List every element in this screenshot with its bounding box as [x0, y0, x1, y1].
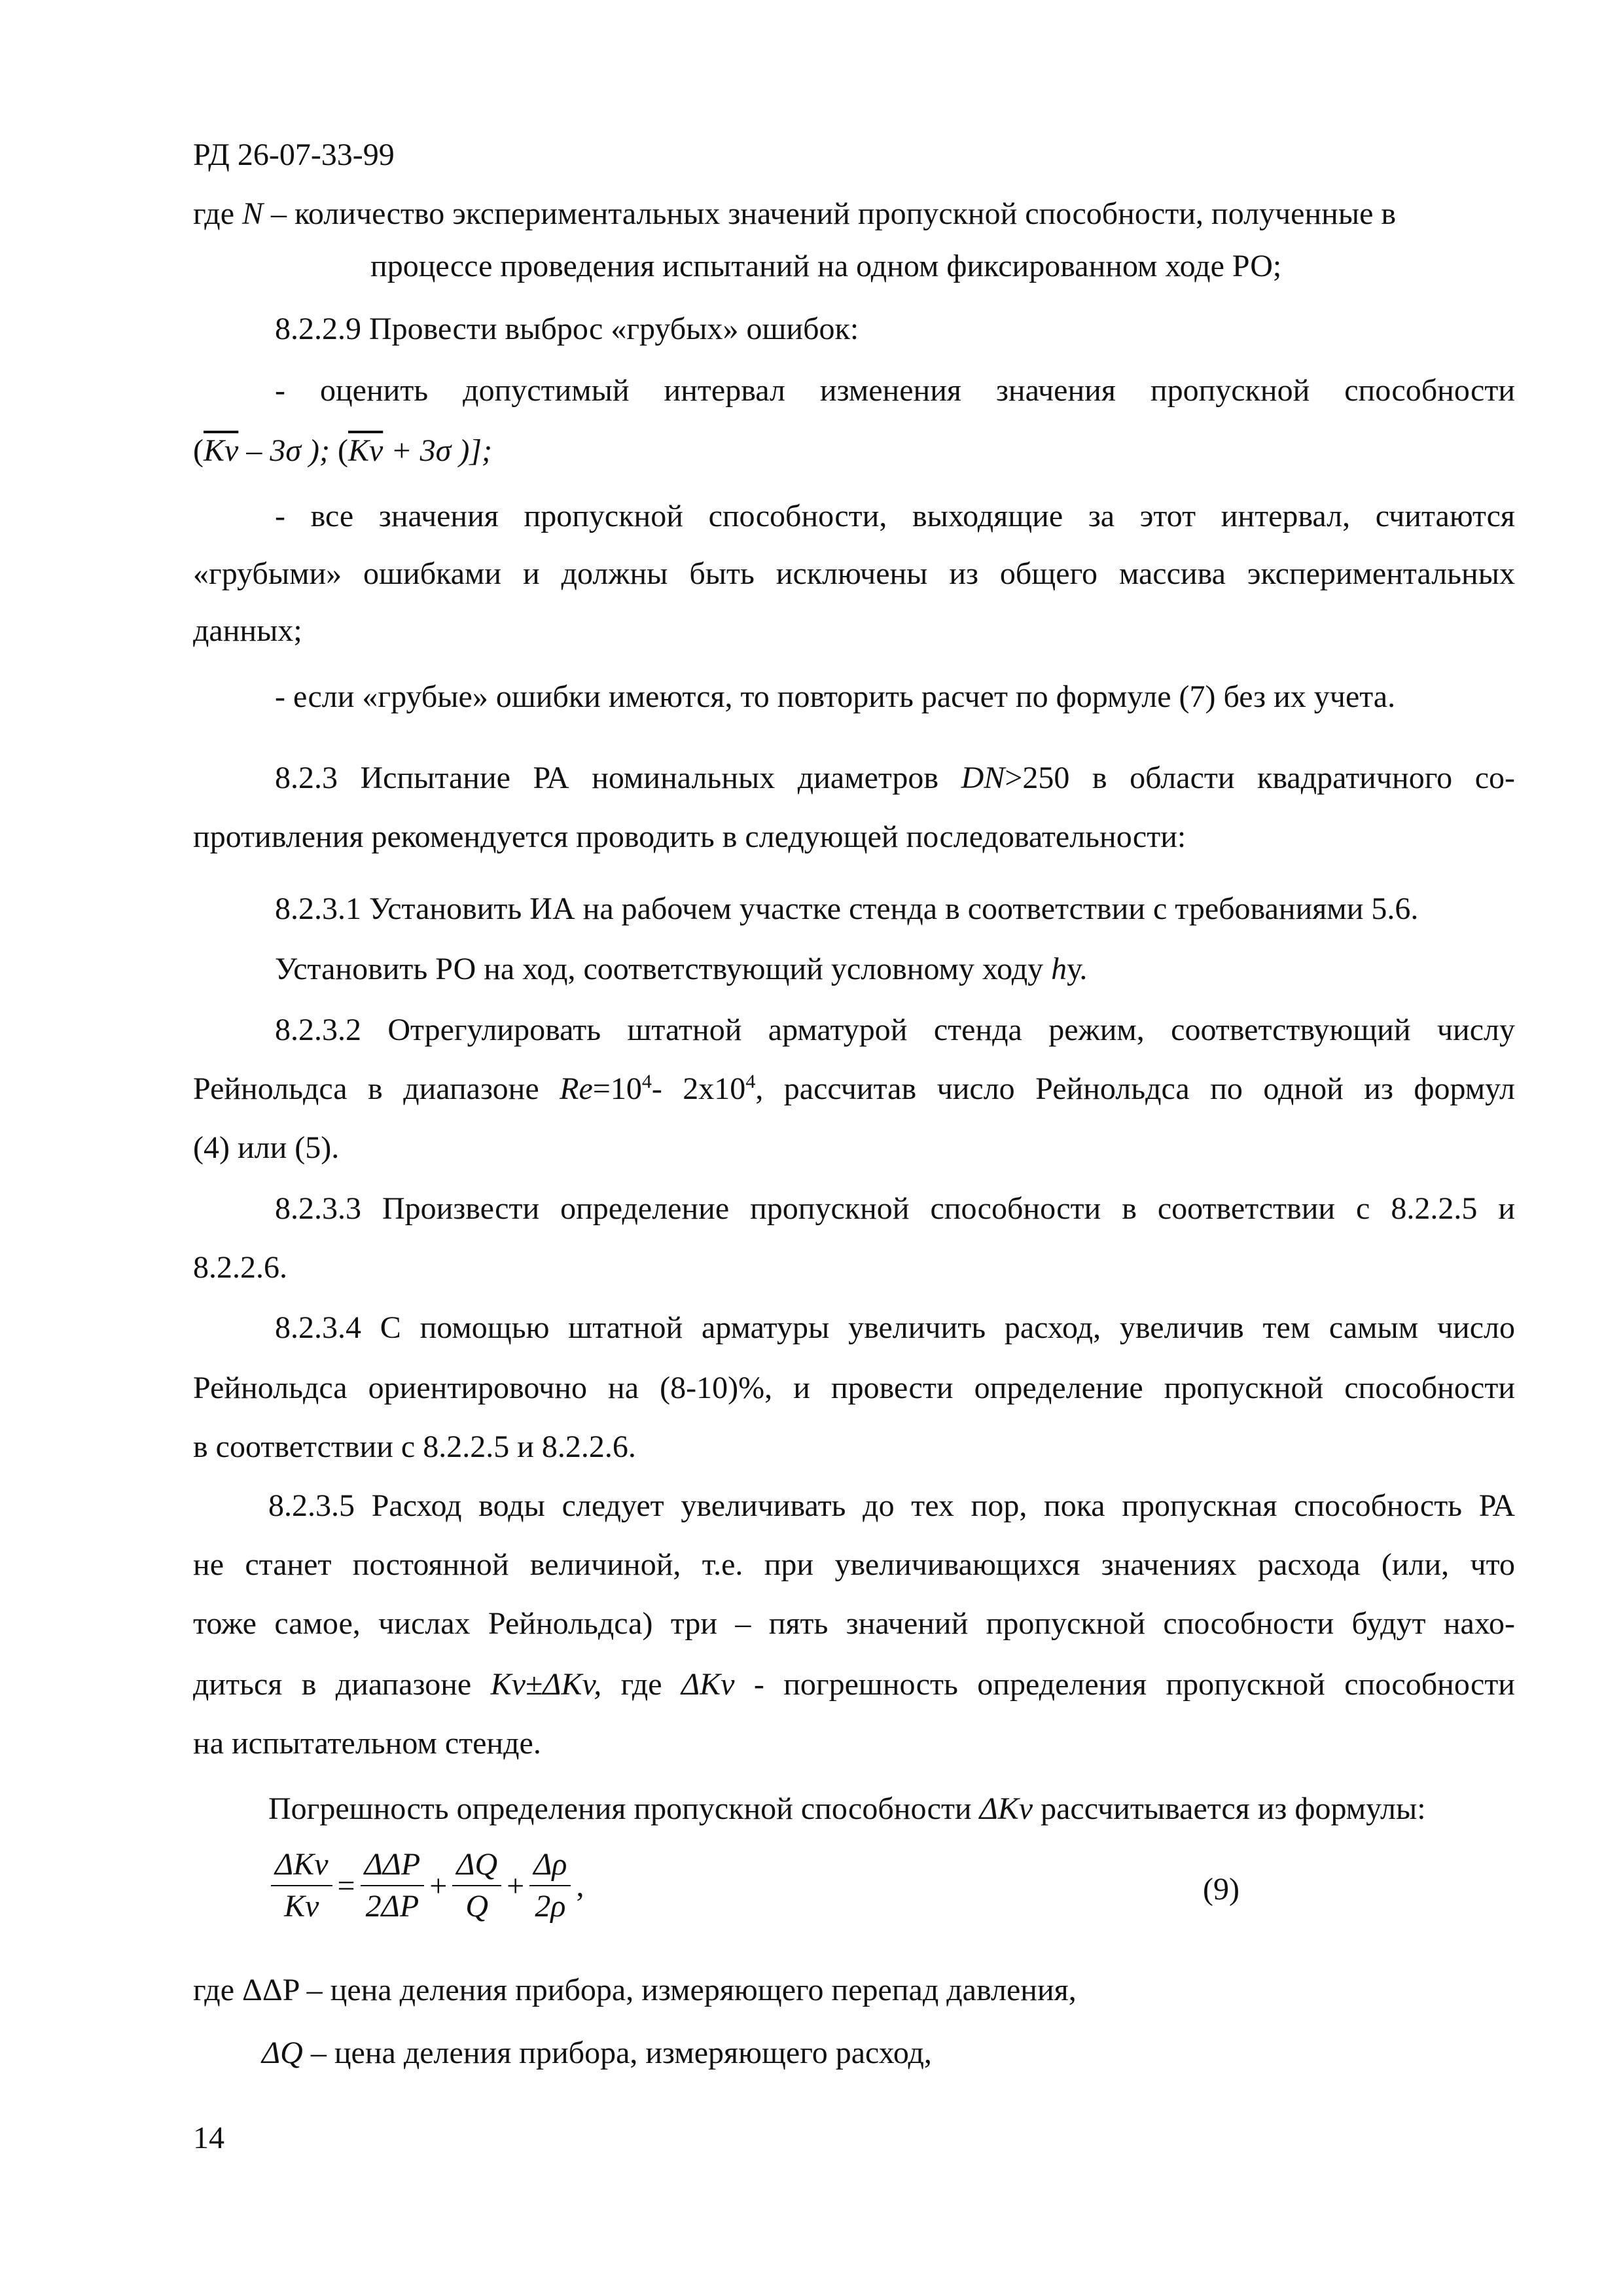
where-n-line1 [193, 195, 1515, 233]
clause-8-2-3-4-line3: в соответствии с 8.2.2.5 и 8.2.2.6. [193, 1429, 636, 1464]
var-re: Re [560, 1071, 593, 1106]
clause-8-2-2-9-item2-line3: данных; [193, 613, 302, 648]
clause-8-2-3-5-line4 [193, 1666, 1515, 1704]
fraction-pressure [361, 1844, 425, 1927]
comma: , [576, 1868, 584, 1903]
where-n-line2: процессе проведения испытаний на одном фиксированном ходе РО; [370, 249, 1282, 283]
var-h: h [1051, 952, 1067, 986]
text: где [601, 1667, 681, 1702]
where-delta-p: где ΔΔP – цена деления прибора, измеряющего перепад давления, [193, 1973, 1077, 2007]
var-kv-range: Kv±ΔKv, [490, 1667, 602, 1702]
denominator: Q [465, 1889, 489, 1924]
text: диться в диапазоне [193, 1667, 491, 1702]
text: рассчитывается из формулы: [1033, 1791, 1426, 1826]
plus-sign: + [429, 1868, 448, 1903]
paren: ( [193, 433, 204, 468]
clause-8-2-3-4-line2: Рейнольдса ориентировочно на (8-10)%, и провести определение пропускной способности [193, 1371, 1515, 1405]
text: - 2x10 [651, 1071, 746, 1106]
var-n: N [242, 196, 264, 231]
fraction-density [529, 1844, 571, 1927]
clause-8-2-3-line2: противления рекомендуется проводить в следующей последовательности: [193, 819, 1186, 854]
text: Рейнольдса в диапазоне [193, 1071, 560, 1106]
kv-mean: $\overline{Kv}$ [348, 433, 383, 468]
text: 8.2.3 Испытание РА номинальных диаметров [275, 761, 961, 795]
minus-3sigma: – 3σ ); [238, 433, 338, 468]
clause-8-2-3-5-line3: тоже самое, числах Рейнольдса) три – пять значений пропускной способности будут нахо- [193, 1606, 1515, 1641]
interval-formula [193, 432, 1515, 470]
exponent: 4 [745, 1071, 756, 1092]
denominator: Kv [284, 1889, 319, 1924]
clause-8-2-3-line1 [275, 759, 1515, 797]
numerator: Δρ [529, 1844, 571, 1886]
clause-8-2-3-2-line2 [193, 1070, 1515, 1108]
text: - погрешность определения пропускной способности [734, 1667, 1515, 1702]
var-delta-kv: ΔKv [681, 1667, 735, 1702]
text: >250 в области квадратичного со- [1005, 761, 1515, 795]
document-code: РД 26-07-33-99 [193, 137, 395, 172]
clause-8-2-3-4-line1: 8.2.3.4 С помощью штатной арматуры увеличить расход, увеличив тем самым число [275, 1310, 1515, 1345]
equals-sign: = [337, 1868, 355, 1903]
clause-8-2-3-2-line3: (4) или (5). [193, 1130, 340, 1165]
clause-8-2-3-3-line1: 8.2.3.3 Произвести определение пропускной способности в соответствии с 8.2.2.5 и [275, 1191, 1515, 1226]
where-delta-q [262, 2034, 1584, 2072]
clause-8-2-3-1-line1: 8.2.3.1 Установить ИА на рабочем участке стенда в соответствии с требованиями 5.6. [275, 891, 1419, 926]
error-intro [268, 1790, 1590, 1828]
paren: ( [337, 433, 348, 468]
plus-sign: + [507, 1868, 525, 1903]
clause-8-2-3-2-line1: 8.2.3.2 Отрегулировать штатной арматурой стенда режим, соответствующий числу [275, 1013, 1515, 1047]
numerator: ΔQ [452, 1844, 501, 1886]
numerator: ΔΔP [361, 1844, 425, 1886]
text: Погрешность определения пропускной способности [268, 1791, 980, 1826]
dash: – [263, 196, 295, 231]
text: Установить РО на ход, соответствующий условному ходу [275, 952, 1052, 986]
clause-8-2-3-3-line2: 8.2.2.6. [193, 1250, 287, 1285]
numerator: ΔKv [271, 1844, 332, 1886]
text: – цена деления прибора, измеряющего расход, [302, 2036, 932, 2070]
plus-3sigma: + 3σ )]; [383, 433, 492, 468]
denominator: 2ΔP [365, 1889, 419, 1924]
clause-8-2-3-1-line2 [275, 950, 1515, 988]
clause-8-2-2-9-item3: - если «грубые» ошибки имеются, то повторить расчет по формуле (7) без их учета. [275, 679, 1396, 714]
var-dn: DN [961, 761, 1005, 795]
fraction-lhs [271, 1844, 332, 1927]
exponent: 4 [641, 1071, 652, 1092]
denominator: 2ρ [535, 1889, 566, 1924]
clause-8-2-2-9-title: 8.2.2.9 Провести выброс «грубых» ошибок: [275, 312, 859, 346]
clause-8-2-2-9-item2-line2: «грубыми» ошибками и должны быть исключены из общего массива экспериментальных [193, 556, 1515, 591]
clause-8-2-3-5-line1: 8.2.3.5 Расход воды следует увеличивать до тех пор, пока пропускная способность РА [268, 1488, 1515, 1523]
fraction-flow [452, 1844, 501, 1927]
page-number: 14 [193, 2121, 224, 2155]
text: , рассчитав число Рейнольдса по одной из формул [755, 1071, 1516, 1106]
equation-number: (9) [1203, 1872, 1240, 1907]
var-delta-q: ΔQ [262, 2036, 303, 2070]
text: =10 [592, 1071, 642, 1106]
formula-9 [268, 1837, 586, 1935]
clause-8-2-2-9-item2-line1: - все значения пропускной способности, выходящие за этот интервал, считаются [275, 499, 1515, 533]
var-delta-kv: ΔKv [979, 1791, 1033, 1826]
where-n-text: количество экспериментальных значений пропускной способности, полученные в [294, 196, 1397, 231]
clause-8-2-3-5-line2: не станет постоянной величиной, т.е. при увеличивающихся значениях расхода (или, что [193, 1547, 1515, 1582]
clause-8-2-3-5-line5: на испытательном стенде. [193, 1726, 541, 1761]
kv-mean: $\overline{Kv}$ [203, 433, 239, 468]
text: у. [1067, 952, 1088, 986]
where-word: где [193, 196, 235, 231]
clause-8-2-2-9-item1: - оценить допустимый интервал изменения значения пропускной способности [275, 373, 1515, 408]
